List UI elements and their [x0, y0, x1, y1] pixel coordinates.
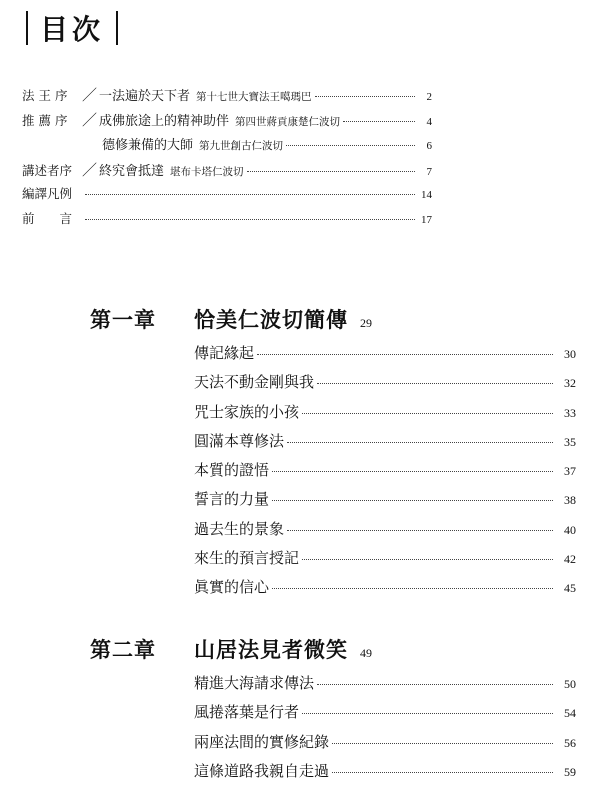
- front-title: 成佛旅途上的精神助伴: [99, 114, 230, 129]
- front-label: 法 王 序: [22, 88, 68, 103]
- section-row: [194, 576, 576, 605]
- front-author: 第四世蔣貢康楚仁波切: [235, 116, 341, 128]
- front-matter-row: [22, 109, 432, 134]
- section-row: [194, 430, 576, 459]
- section-page-number: 50: [564, 677, 576, 691]
- section-row: [194, 672, 576, 701]
- dot-leader: [332, 743, 553, 744]
- dot-leader: [332, 772, 553, 773]
- section-page-number: 35: [564, 434, 576, 449]
- front-page-number: 14: [421, 189, 432, 201]
- section-page-number: 30: [564, 347, 576, 361]
- front-matter-list: [22, 84, 432, 234]
- dot-leader: [287, 530, 553, 531]
- dot-leader: [317, 684, 553, 685]
- section-row: [194, 371, 576, 400]
- front-title: 終究會抵達: [99, 164, 165, 179]
- section-row: [194, 701, 576, 730]
- front-label: 推 薦 序: [22, 113, 68, 128]
- section-page-number: 54: [564, 706, 576, 721]
- front-page-number: 6: [426, 140, 432, 152]
- slash-separator: ／: [82, 161, 98, 179]
- dot-leader: [302, 713, 553, 714]
- front-page-number: 7: [426, 166, 432, 178]
- section-title: 精進大海請求傳法: [194, 674, 315, 692]
- section-title: 眞實的信心: [194, 578, 270, 597]
- slash-separator: ／: [82, 86, 98, 104]
- chapter-number: 第二章: [90, 637, 156, 662]
- section-page-number: 42: [564, 552, 576, 567]
- front-label: 講述者序: [22, 163, 73, 178]
- chapter-1: [90, 304, 576, 606]
- front-matter-row: [22, 184, 432, 209]
- front-author: 第十七世大寶法王噶瑪巴: [196, 91, 312, 103]
- section-page-number: 59: [564, 764, 576, 779]
- section-page-number: 33: [564, 405, 576, 420]
- dot-leader: [286, 145, 415, 146]
- section-title: 來生的預言授記: [194, 549, 300, 568]
- front-page-number: 4: [426, 116, 432, 128]
- dot-leader: [302, 559, 553, 560]
- chapter-page-number: 29: [360, 316, 372, 330]
- front-author: 第九世創古仁波切: [199, 140, 284, 152]
- section-title: 兩座法間的實修紀錄: [194, 732, 330, 751]
- section-title: 天法不動金剛與我: [194, 373, 315, 392]
- section-page-number: 38: [564, 493, 576, 508]
- section-page-number: 37: [564, 464, 576, 479]
- dot-leader: [85, 194, 415, 195]
- section-title: 過去生的景象: [194, 519, 285, 538]
- section-title: 誓言的力量: [194, 490, 270, 509]
- section-row: [194, 459, 576, 488]
- section-row: [194, 488, 576, 517]
- section-page-number: 56: [564, 735, 576, 750]
- section-title: 本質的證悟: [194, 461, 270, 480]
- dot-leader: [317, 383, 553, 384]
- front-page-number: 2: [426, 91, 432, 103]
- section-page-number: 45: [564, 581, 576, 596]
- section-title: 圓滿本尊修法: [194, 431, 285, 450]
- section-title: 這條道路我親自走過: [194, 761, 330, 780]
- front-page-number: 17: [421, 214, 432, 226]
- front-label: 前 言: [22, 211, 73, 226]
- dot-leader: [272, 500, 553, 501]
- chapter-title: 山居法見者微笑: [194, 637, 348, 662]
- toc-header: [26, 6, 118, 50]
- dot-leader: [85, 219, 415, 220]
- page-title: 目次: [40, 13, 105, 46]
- chapter-heading: [90, 634, 576, 672]
- slash-separator: ／: [82, 111, 98, 129]
- dot-leader: [272, 471, 553, 472]
- section-row: [194, 342, 576, 371]
- title-left-bar: [26, 11, 28, 45]
- front-label: 編譯凡例: [22, 186, 73, 201]
- title-right-bar: [116, 11, 118, 45]
- chapter-page-number: 49: [360, 646, 372, 660]
- section-row: [194, 518, 576, 547]
- section-row: [194, 401, 576, 430]
- chapter-title: 恰美仁波切簡傳: [194, 307, 348, 332]
- dot-leader: [257, 354, 553, 355]
- section-row: [194, 760, 576, 789]
- chapter-number: 第一章: [90, 307, 156, 332]
- dot-leader: [272, 588, 553, 589]
- dot-leader: [287, 442, 553, 443]
- section-title: 咒士家族的小孩: [194, 402, 300, 421]
- dot-leader: [247, 171, 415, 172]
- front-matter-row: [22, 84, 432, 109]
- section-page-number: 40: [564, 522, 576, 537]
- dot-leader: [343, 121, 415, 122]
- section-page-number: 32: [564, 376, 576, 391]
- chapter-heading: [90, 304, 576, 342]
- chapter-2: [90, 634, 576, 789]
- dot-leader: [315, 96, 415, 97]
- front-title: 德修兼備的大師: [102, 138, 194, 153]
- front-title: 一法遍於天下者: [99, 89, 191, 104]
- front-matter-row: [22, 159, 432, 184]
- section-row: [194, 731, 576, 760]
- front-matter-row: [22, 134, 432, 159]
- section-row: [194, 547, 576, 576]
- front-author: 堪布卡塔仁波切: [170, 166, 244, 178]
- dot-leader: [302, 413, 553, 414]
- front-matter-row: [22, 209, 432, 234]
- section-title: 風捲落葉是行者: [194, 703, 300, 722]
- section-title: 傳記緣起: [194, 344, 255, 362]
